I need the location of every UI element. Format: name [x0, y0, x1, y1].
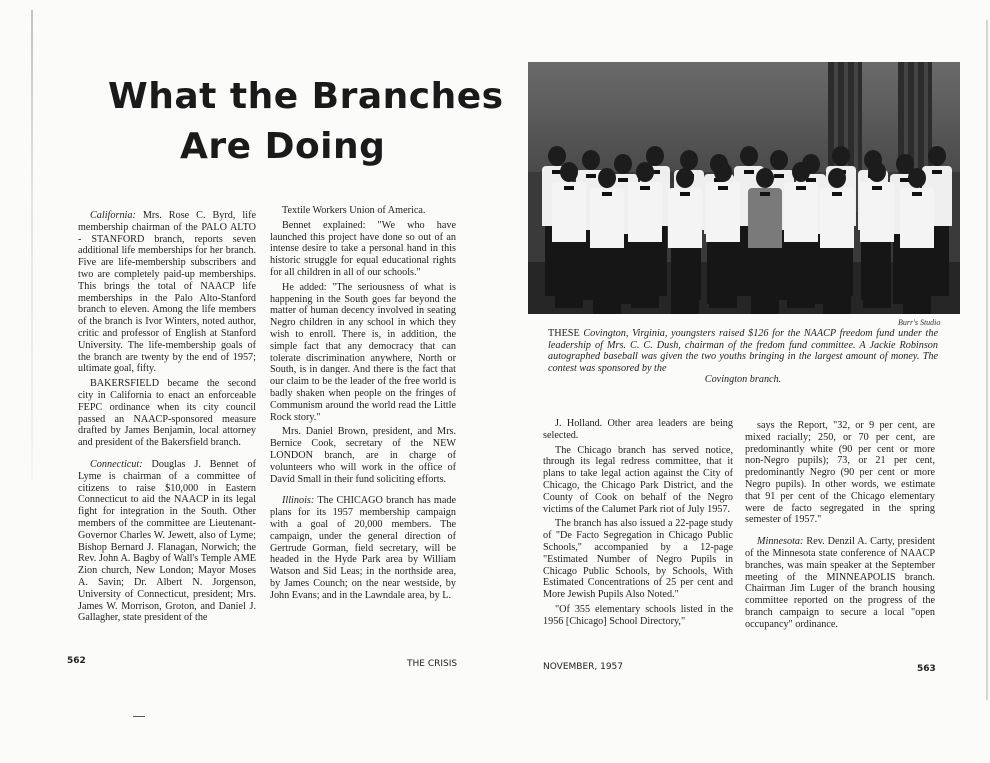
section-lead: Minnesota: [757, 536, 804, 548]
paragraph-text: J. Holland. Other area leaders are being selected. [543, 418, 733, 441]
paragraph-text: Mrs. Daniel Brown, president, and Mrs. Bernice Cook, secretary of the NEW LONDON branch, are in charge of volunteers who will work in the office of David Small in their fund soliciting efforts. [270, 426, 456, 485]
paragraph [270, 282, 456, 424]
group-photo [528, 62, 960, 314]
article-column-4 [745, 420, 935, 634]
paragraph [745, 420, 935, 526]
paragraph-text: Bennet explained: "We who have launched this project have done so out of an intense desire to take a personal hand in this historic struggle for equal educational rights for all children in all of our schools." [270, 219, 456, 278]
article-column-1 [78, 200, 256, 627]
stray-mark [133, 716, 145, 717]
photo-credit: Burr's Studio [898, 318, 941, 327]
child-figure [552, 162, 586, 308]
caption-lead: THESE [548, 328, 580, 339]
article-column-2 [270, 205, 456, 605]
paragraph-text: Textile Workers Union of America. [282, 205, 426, 216]
caption-last-line: Covington branch. [704, 374, 782, 386]
paragraph [745, 536, 935, 630]
child-figure [860, 162, 894, 308]
headline-line-1: What the Branches [108, 76, 504, 117]
section-lead: Illinois: [282, 495, 315, 507]
child-figure [748, 168, 782, 314]
child-figure [628, 162, 662, 308]
paragraph-text: BAKERSFIELD became the second city in California to enact an enforceable FEPC ordinance when its city council passed an NAACP-sponsored measure drafted by James Benjamin, local attorney and president of the Bakersfield branch. [78, 378, 256, 449]
page-number-right: 563 [917, 664, 936, 674]
paragraph-text: Mrs. Rose C. Byrd, life membership chairman of the PALO ALTO - STANFORD branch, reports seven additional life memberships for her branch. Five are life-membership subscribers and two are completely paid-up memberships. This brings the total of NAACP life memberships in the Palo Alto-Stanford branch to eleven. Among the life members of the branch is Ivor Winters, noted author, critic and professor of English at Stanford University. The life-membership goals of the branch are twenty by the end of 1957; ultimate goal, fifty. [78, 210, 256, 375]
page-number-left: 562 [67, 656, 86, 666]
paragraph [543, 418, 733, 442]
paragraph-text: says the Report, "32, or 9 per cent, are mixed racially; 250, or 70 per cent, are predominantly white (90 per cent or more non-Negro pupils); 73, or 21 per cent, predominantly Negro (90 per cent or more Negro pupils). In other words, we estimate that 91 per cent of the Chicago elementary were de facto segregated in the spring semester of 1957." [745, 420, 935, 526]
paragraph [543, 604, 733, 628]
magazine-name: THE CRISIS [407, 659, 458, 669]
paragraph [78, 210, 256, 375]
paragraph [270, 426, 456, 485]
paragraph-text: He added: "The seriousness of what is happening in the South goes far beyond the matter of human decency involved in seating Negro children in any school in which they wish to enroll. There is, in addition, the simple fact that any democracy that can tolerate discrimination anywhere, North or South, is in danger. And there is the fact that our claim to be the leader of the free world is badly shaken when people on the fringes of Communism around the world read the Little Rock story." [270, 281, 456, 423]
paragraph [543, 518, 733, 601]
child-figure [668, 168, 702, 314]
page-edge-left [31, 10, 33, 480]
child-figure [784, 162, 818, 308]
paragraph-text: The Chicago branch has served notice, through its legal redress committee, that it plans to take legal action against the City of Chicago, the Chicago Park District, and the County of Cook on behalf of the Negro victims of the Calumet Park riot of July 1957. [543, 444, 733, 515]
child-figure [590, 168, 624, 314]
paragraph [543, 445, 733, 516]
section-lead: California: [90, 210, 136, 221]
article-column-3 [543, 418, 733, 631]
paragraph-text: "Of 355 elementary schools listed in the 1956 [Chicago] School Directory," [543, 603, 733, 627]
paragraph [270, 495, 456, 601]
section-lead: Connecticut: [90, 458, 143, 470]
paragraph-text: The branch has also issued a 22-page study of "De Facto Segregation in Chicago Public Schools," accompanied by a 12-page "Estimated Number of Negro Pupils in Chicago Public Schools, by Schools, With Estimated Concentrations of 25 per cent and More Jewish Pupils Also Noted." [543, 518, 733, 601]
paragraph [270, 220, 456, 279]
headline-line-2: Are Doing [180, 126, 386, 167]
issue-date: NOVEMBER, 1957 [543, 662, 624, 672]
paragraph-text: Rev. Denzil A. Carty, president of the Minnesota state conference of NAACP branches, was main speaker at the September meeting of the MINNEAPOLIS branch. Chairman Jim Luger of the branch housing committee reported on the progress of the branch campaign to secure a local "open occupancy" ordinance. [745, 536, 935, 630]
paragraph-text: The CHICAGO branch has made plans for its 1957 membership campaign with a goal of 20,000 members. The campaign, under the general direction of Gertrude Gorman, field secretary, will be headed in the Hyde Park area by William Watson and Sid Leas; in the northside area, by James Counch; on the near westside, by John Evans; and in the Lawndale area, by L. [270, 495, 456, 601]
paragraph [78, 459, 256, 624]
page-edge-right [986, 20, 988, 700]
paragraph [270, 205, 456, 217]
paragraph-text: Douglas J. Bennet of Lyme is chairman of a committee of citizens to raise $10,000 in Eastern Connecticut to aid the NAACP in its legal fight for integration in the South. Other members of the committee are Lieutenant-Governor Charles W. Jewett, also of Lyme; Bishop Bernard J. Flanagan, Norwich; the Rev. John A. Bagby of Wall's Temple AME Zion church, New London; Mayor Moses A. Savin; Dr. Albert N. Jorgenson, University of Connecticut, president; Mrs. James W. Morrison, Groton, and Daniel J. Gallagher, state president of the [78, 458, 256, 624]
caption-text: Covington, Virginia, youngsters raised $126 for the NAACP freedom fund under the leadership of Mrs. C. C. Dush, chairman of the fredom fund committee. A Jackie Robinson autographed baseball was given the two youths bringing in the largest amount of money. The contest was sponsored by the [548, 328, 938, 374]
child-figure [900, 168, 934, 314]
photo-caption [548, 328, 938, 386]
paragraph [78, 378, 256, 449]
child-figure [820, 168, 854, 314]
child-figure [706, 162, 740, 308]
